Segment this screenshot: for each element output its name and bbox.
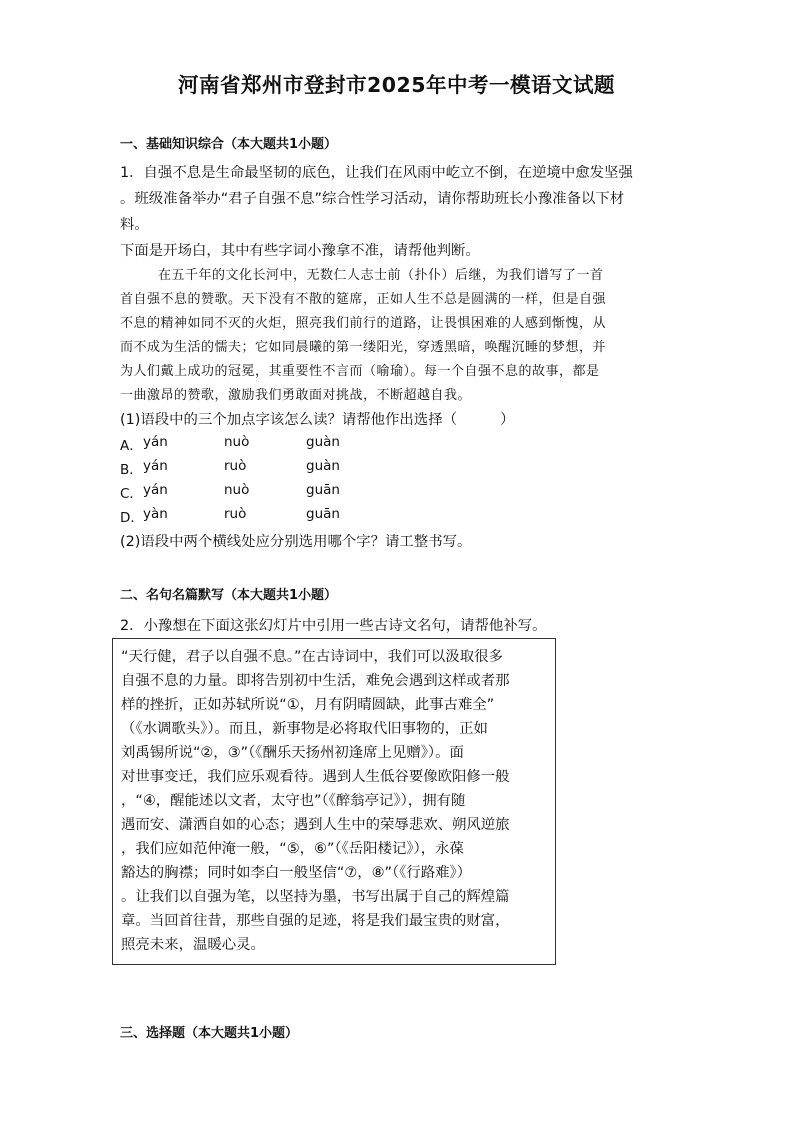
passage-line: 一曲激昂的赞歌，激励我们勇敢面对挑战，不断超越自我。: [120, 388, 472, 403]
question-1-line: 1．自强不息是生命最坚韧的底色，让我们在风雨中屹立不倒，在逆境中愈发坚强: [120, 165, 633, 181]
slide-line: ，“④，醒能述以文者，太守也”（《醉翁亭记》），拥有随: [121, 793, 466, 809]
option-a-pinyin-1: yán: [143, 434, 168, 450]
option-a-label[interactable]: A．: [120, 438, 143, 454]
slide-line: 刘禹锡所说“②，③”（《酬乐天扬州初逢席上见赠》）。面: [121, 745, 464, 761]
option-c-pinyin-1: yán: [143, 482, 168, 498]
option-c-label[interactable]: C．: [120, 486, 143, 502]
slide-line: 照亮未来，温暖心灵。: [121, 937, 265, 953]
passage-line: 不息的精神如同不灭的火炬，照亮我们前行的道路，让畏惧困难的人感到惭愧，从: [120, 316, 607, 331]
slide-line: “天行健，君子以自强不息。”在古诗词中，我们可以汲取很多: [121, 649, 503, 665]
passage-line: 在五千年的文化长河中，无数仁人志士前（扑仆）后继，为我们谱写了一首: [158, 268, 604, 283]
slide-line: 遇而安、潇洒自如的心态；遇到人生中的荣辱悲欢、朔风逆旅: [121, 817, 510, 833]
slide-line: 样的挫折，正如苏轼所说“①，月有阴晴圆缺，此事古难全”: [121, 697, 495, 713]
option-b-label[interactable]: B．: [120, 462, 143, 478]
slide-line: 章。当回首往昔，那些自强的足迹，将是我们最宝贵的财富，: [121, 913, 510, 929]
slide-line: （《水调歌头》）。而且，新事物是必将取代旧事物的，正如: [121, 721, 488, 737]
option-b-pinyin-3: guàn: [306, 458, 340, 474]
slide-line: 自强不息的力量。即将告别初中生活，难免会遇到这样或者那: [121, 673, 510, 689]
slide-line: 豁达的胸襟；同时如李白一般坚信“⑦，⑧”（《行路难》）: [121, 865, 472, 881]
option-d-pinyin-1: yàn: [143, 506, 168, 522]
sub-question-2: (2)语段中两个横线处应分别选用哪个字？请工整书写。: [120, 534, 472, 550]
option-d-label[interactable]: D．: [120, 510, 144, 526]
option-c-pinyin-3: guān: [306, 482, 340, 498]
slide-line: 对世事变迁，我们应乐观看待。遇到人生低谷要像欧阳修一般: [121, 769, 510, 785]
option-d-pinyin-2: ruò: [224, 506, 247, 522]
option-b-pinyin-2: ruò: [224, 458, 247, 474]
question-2-text: 2．小豫想在下面这张幻灯片中引用一些古诗文名句，请帮他补写。: [120, 618, 547, 634]
section-2-heading: 二、名句名篇默写（本大题共1小题）: [120, 588, 338, 603]
option-c-pinyin-2: nuò: [224, 482, 250, 498]
option-a-pinyin-3: guàn: [306, 434, 340, 450]
passage-line: 首自强不息的赞歌。天下没有不散的筵席，正如人生不总是圆满的一样，但是自强: [120, 292, 607, 307]
section-3-heading: 三、选择题（本大题共1小题）: [120, 1026, 299, 1041]
slide-line: 。让我们以自强为笔，以坚持为墨，书写出属于自己的辉煌篇: [121, 889, 510, 905]
question-1-line: 。班级准备举办“君子自强不息”综合性学习活动，请你帮助班长小豫准备以下材: [120, 191, 625, 207]
section-1-heading: 一、基础知识综合（本大题共1小题）: [120, 137, 338, 152]
option-b-pinyin-1: yán: [143, 458, 168, 474]
slide-line: ，我们应如范仲淹一般，“⑤，⑥”（《岳阳楼记》），永葆: [121, 841, 464, 857]
option-a-pinyin-2: nuò: [224, 434, 250, 450]
sub-question-1: (1)语段中的三个加点字该怎么读？请帮他作出选择（ ）: [120, 412, 515, 428]
question-1-line: 料。: [120, 217, 149, 233]
page-title: 河南省郑州市登封市2025年中考一模语文试题: [177, 73, 616, 97]
passage-line: 而不成为生活的懦夫；它如同晨曦的第一缕阳光，穿透黑暗，唤醒沉睡的梦想，并: [120, 340, 607, 355]
option-d-pinyin-3: guān: [306, 506, 340, 522]
question-1-line: 下面是开场白，其中有些字词小豫拿不准，请帮他判断。: [120, 243, 480, 259]
passage-line: 为人们戴上成功的冠冕，其重要性不言而（喻瑜）。每一个自强不息的故事，都是: [120, 364, 600, 379]
